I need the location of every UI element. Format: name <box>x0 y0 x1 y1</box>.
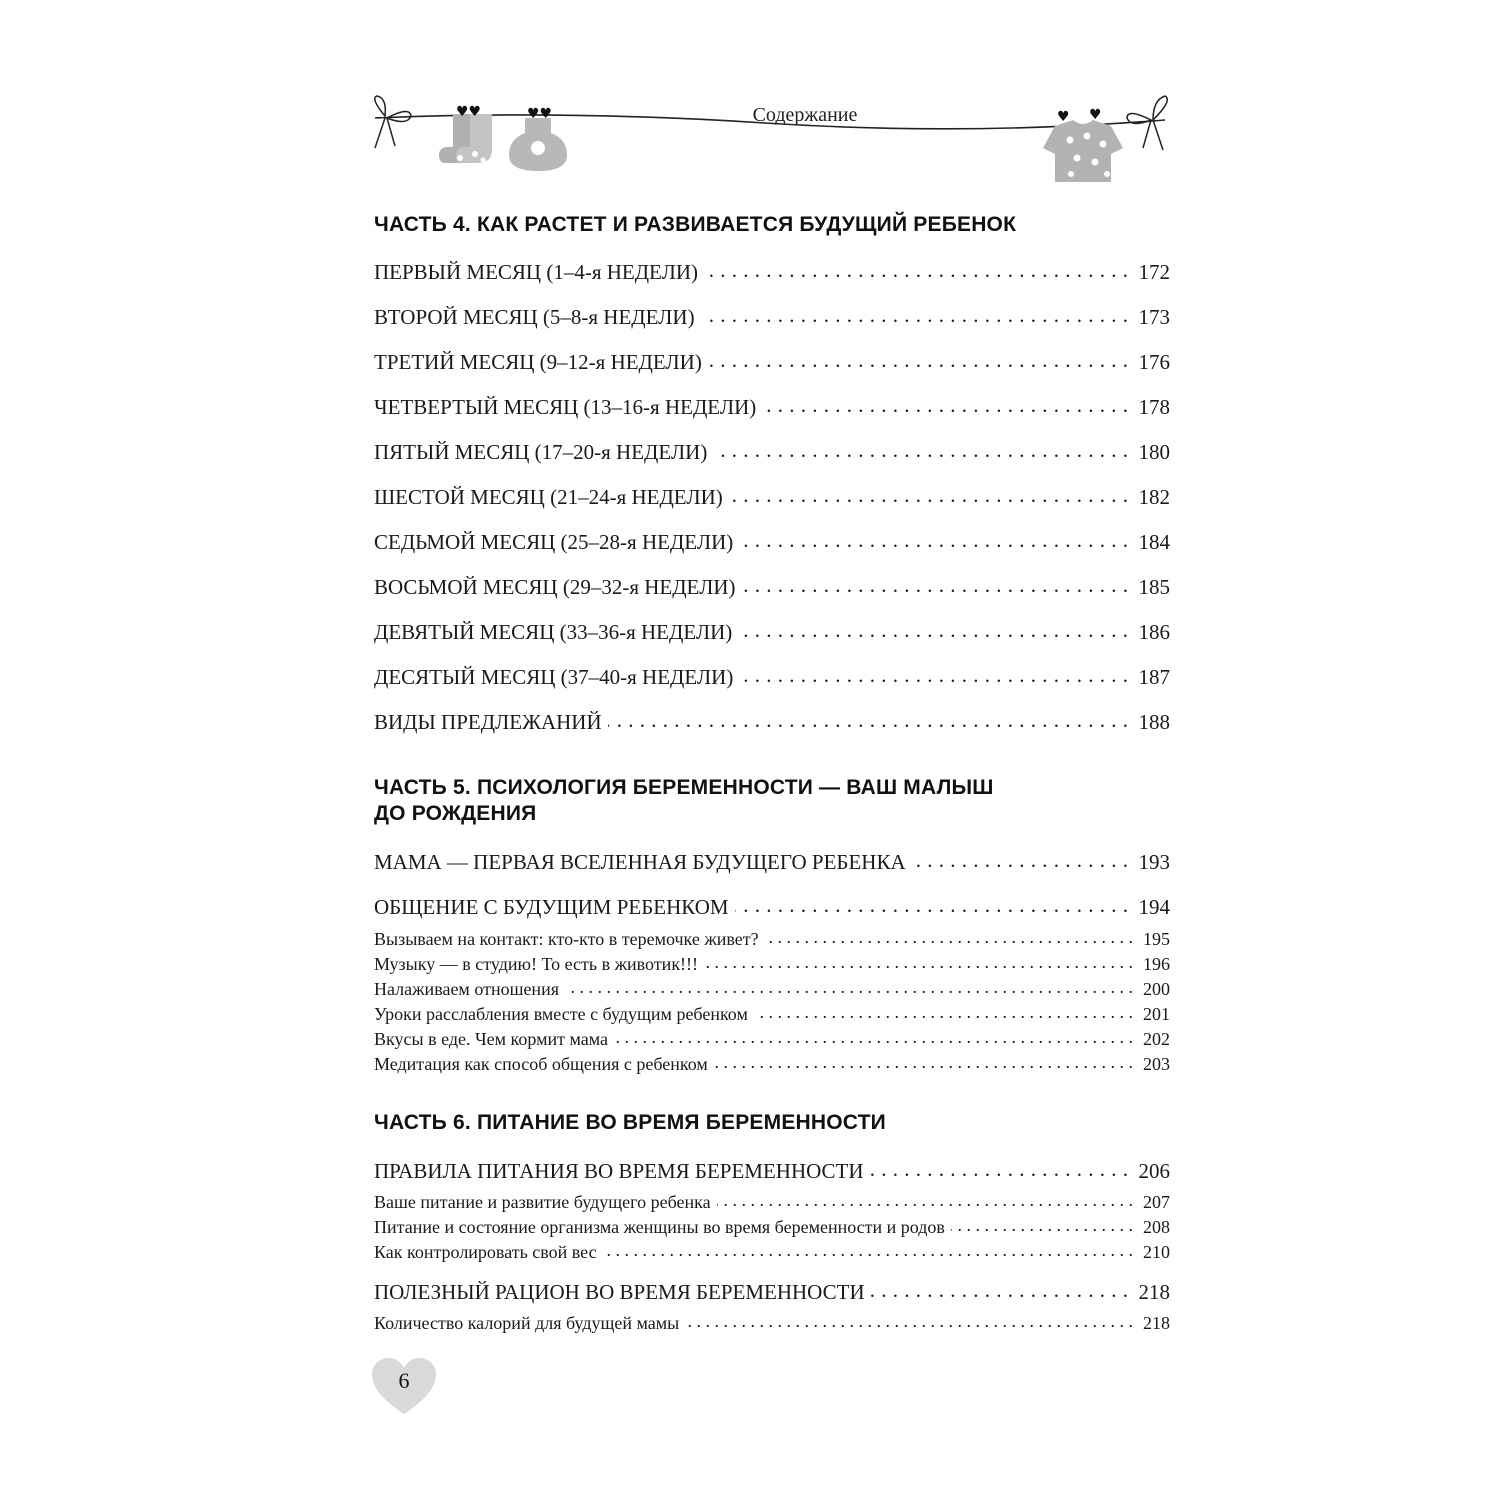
toc-subentry[interactable] <box>374 1002 1170 1025</box>
toc-entry-label: СЕДЬМОЙ МЕСЯЦ (25–28-я НЕДЕЛИ) <box>374 530 734 554</box>
leader-dots <box>701 303 1129 324</box>
toc-entry-page: 194 <box>1138 895 1170 919</box>
toc-entry-label: ПЕРВЫЙ МЕСЯЦ (1–4-я НЕДЕЛИ) <box>374 260 699 284</box>
toc-entry[interactable] <box>374 393 1170 420</box>
leader-dots <box>870 1157 1129 1178</box>
toc-entry-page: 186 <box>1138 620 1170 644</box>
toc-entry-page: 206 <box>1138 1159 1170 1183</box>
toc-entry[interactable] <box>374 708 1170 735</box>
toc-entry-label: Музыку — в студию! То есть в животик!!! <box>374 954 699 974</box>
leader-dots <box>765 927 1133 945</box>
toc-entry[interactable] <box>374 258 1170 285</box>
leader-dots <box>754 1002 1133 1020</box>
toc-entry-page: 200 <box>1143 979 1170 999</box>
toc-entry-page: 184 <box>1138 530 1170 554</box>
toc-entry-page: 207 <box>1143 1192 1170 1212</box>
leader-dots <box>739 528 1128 549</box>
toc-entry[interactable] <box>374 893 1170 920</box>
leader-dots <box>608 708 1129 729</box>
leader-dots <box>714 1052 1133 1070</box>
clothesline-illustration <box>365 88 1175 188</box>
part-heading <box>374 775 1074 827</box>
bow-icon <box>1127 96 1167 150</box>
toc-entry[interactable] <box>374 528 1170 555</box>
toc-entry-page: 218 <box>1143 1313 1170 1333</box>
toc-subentry[interactable] <box>374 1215 1170 1238</box>
part-heading-line: ЧАСТЬ 6. ПИТАНИЕ ВО ВРЕМЯ БЕРЕМЕННОСТИ <box>374 1111 886 1134</box>
toc-subentry[interactable] <box>374 1052 1170 1075</box>
toc-entry-page: 188 <box>1138 710 1170 734</box>
leader-dots <box>762 393 1128 414</box>
leader-dots <box>713 438 1128 459</box>
part-heading-line: ЧАСТЬ 4. КАК РАСТЕТ И РАЗВИВАЕТСЯ БУДУЩИЙ РЕБЕНОК <box>374 213 1017 236</box>
toc-entry-label: ПОЛЕЗНЫЙ РАЦИОН ВО ВРЕМЯ БЕРЕМЕННОСТИ <box>374 1280 865 1304</box>
toc-entry-label: ВОСЬМОЙ МЕСЯЦ (29–32-я НЕДЕЛИ) <box>374 575 736 599</box>
part-heading-line: ДО РОЖДЕНИЯ <box>374 802 537 825</box>
toc-entry-page: 193 <box>1138 850 1170 874</box>
toc-subentry[interactable] <box>374 927 1170 950</box>
toc-entry-label: ВТОРОЙ МЕСЯЦ (5–8-я НЕДЕЛИ) <box>374 305 695 329</box>
toc-entry-label: ОБЩЕНИЕ С БУДУЩИМ РЕБЕНКОМ <box>374 895 729 919</box>
leader-dots <box>735 893 1129 914</box>
toc-entry-label: Уроки расслабления вместе с будущим ребенком <box>374 1004 748 1024</box>
toc-entry-label: ПЯТЫЙ МЕСЯЦ (17–20-я НЕДЕЛИ) <box>374 440 708 464</box>
toc-entry[interactable] <box>374 1278 1170 1305</box>
leader-dots <box>685 1311 1133 1329</box>
toc-entry-page: 201 <box>1143 1004 1170 1024</box>
leader-dots <box>603 1240 1133 1258</box>
toc-entry-page: 173 <box>1138 305 1170 329</box>
toc-entry-label: ШЕСТОЙ МЕСЯЦ (21–24-я НЕДЕЛИ) <box>374 485 723 509</box>
toc-subentry[interactable] <box>374 977 1170 1000</box>
toc-entry-label: ДЕВЯТЫЙ МЕСЯЦ (33–36-я НЕДЕЛИ) <box>374 620 733 644</box>
toc-entry-page: 208 <box>1143 1217 1170 1237</box>
toc-entry-label: Вызываем на контакт: кто-кто в теремочке живет? <box>374 929 759 949</box>
leader-dots <box>739 663 1128 684</box>
toc-entry-label: Вкусы в еде. Чем кормит мама <box>374 1029 609 1049</box>
toc-subentry[interactable] <box>374 1311 1170 1334</box>
svg-text:♥♥: ♥♥ <box>456 104 482 120</box>
socks-icon <box>439 104 492 163</box>
page-number: 6 <box>398 1368 410 1393</box>
toc-entry-page: 180 <box>1138 440 1170 464</box>
leader-dots <box>729 483 1129 504</box>
toc-entry-label: Ваше питание и развитие будущего ребенка <box>374 1192 711 1212</box>
toc-entry-page: 172 <box>1138 260 1170 284</box>
toc-entry-page: 182 <box>1138 485 1170 509</box>
part-heading-line: ЧАСТЬ 5. ПСИХОЛОГИЯ БЕРЕМЕННОСТИ — ВАШ МАЛЫШ <box>374 776 994 799</box>
toc-entry-label: МАМА — ПЕРВАЯ ВСЕЛЕННАЯ БУДУЩЕГО РЕБЕНКА <box>374 850 906 874</box>
toc-entry-label: Питание и состояние организма женщины во время беременности и родов <box>374 1217 945 1237</box>
toc-entry[interactable] <box>374 348 1170 375</box>
toc-entry-page: 202 <box>1143 1029 1170 1049</box>
toc-subentry[interactable] <box>374 1240 1170 1263</box>
toc-entry-page: 195 <box>1143 929 1170 949</box>
toc-entry-label: Медитация как способ общения с ребенком <box>374 1054 708 1074</box>
page-title: Содержание <box>752 104 858 126</box>
toc-entry-label: ДЕСЯТЫЙ МЕСЯЦ (37–40-я НЕДЕЛИ) <box>374 665 734 689</box>
toc-subentry[interactable] <box>374 1190 1170 1213</box>
toc-entry-label: Количество калорий для будущей мамы <box>374 1313 680 1333</box>
toc-entry-page: 187 <box>1138 665 1170 689</box>
toc-entry-label: ВИДЫ ПРЕДЛЕЖАНИЙ <box>374 710 602 734</box>
leader-dots <box>704 952 1133 970</box>
leader-dots <box>742 573 1129 594</box>
toc-subentry[interactable] <box>374 952 1170 975</box>
leader-dots <box>951 1215 1133 1233</box>
leader-dots <box>565 977 1133 995</box>
toc-entry-label: ПРАВИЛА ПИТАНИЯ ВО ВРЕМЯ БЕРЕМЕННОСТИ <box>374 1159 864 1183</box>
toc-entry[interactable] <box>374 438 1170 465</box>
toc-entry[interactable] <box>374 303 1170 330</box>
leader-dots <box>614 1027 1133 1045</box>
shirt-icon <box>1043 107 1123 182</box>
part-heading <box>374 212 1074 238</box>
page-header <box>365 88 1175 188</box>
svg-text:♥♥: ♥♥ <box>527 106 553 122</box>
toc-entry-page: 176 <box>1138 350 1170 374</box>
leader-dots <box>717 1190 1133 1208</box>
svg-text:♥: ♥ <box>1089 107 1102 123</box>
toc-entry-label: ТРЕТИЙ МЕСЯЦ (9–12-я НЕДЕЛИ) <box>374 350 702 374</box>
toc-entry-label: Как контролировать свой вес <box>374 1242 597 1262</box>
toc-entry[interactable] <box>374 1157 1170 1184</box>
leader-dots <box>738 618 1128 639</box>
toc-entry-page: 196 <box>1143 954 1170 974</box>
toc-subentry[interactable] <box>374 1027 1170 1050</box>
part-heading <box>374 1110 1074 1136</box>
toc-entry-label: Налаживаем отношения <box>374 979 559 999</box>
toc-entry-label: ЧЕТВЕРТЫЙ МЕСЯЦ (13–16-я НЕДЕЛИ) <box>374 395 757 419</box>
toc-entry[interactable] <box>374 573 1170 600</box>
svg-text:♥: ♥ <box>1057 109 1070 125</box>
toc-entry[interactable] <box>374 848 1170 875</box>
bow-icon <box>375 96 411 148</box>
toc-entry-page: 178 <box>1138 395 1170 419</box>
leader-dots <box>708 348 1129 369</box>
leader-dots <box>704 258 1128 279</box>
toc-entry-page: 185 <box>1138 575 1170 599</box>
toc-entry-page: 210 <box>1143 1242 1170 1262</box>
toc-entry-page: 218 <box>1138 1280 1170 1304</box>
toc-entry-page: 203 <box>1143 1054 1170 1074</box>
leader-dots <box>912 848 1129 869</box>
toc-entry[interactable] <box>374 663 1170 690</box>
leader-dots <box>871 1278 1129 1299</box>
toc-entry[interactable] <box>374 618 1170 645</box>
toc-entry[interactable] <box>374 483 1170 510</box>
